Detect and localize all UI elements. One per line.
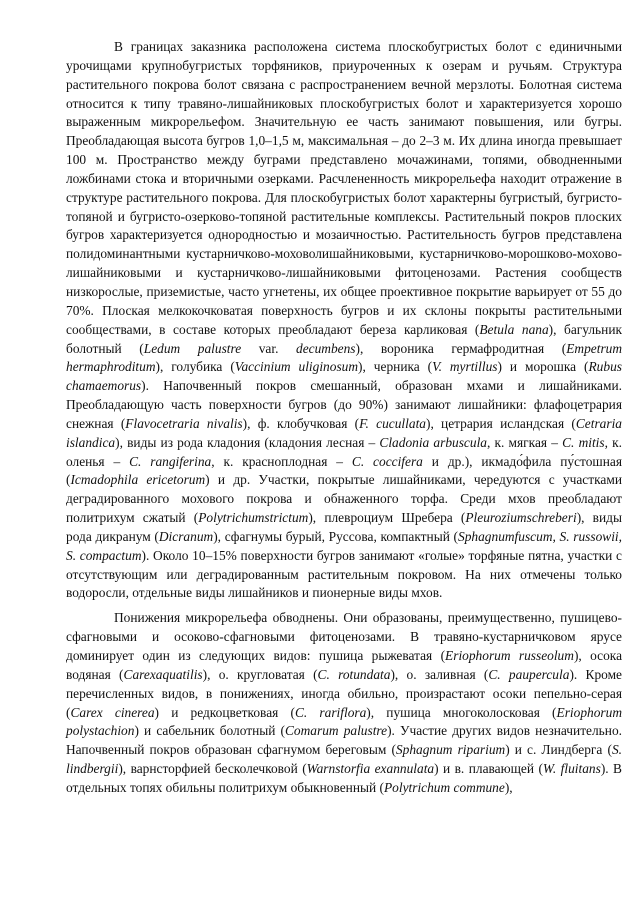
species-name: decumbens: [296, 340, 356, 356]
text-run: ),: [504, 779, 513, 795]
species-name: V. myrtillus: [432, 359, 498, 375]
text-run: ), плевроциум Шребера (: [308, 510, 466, 526]
document-page: [66, 38, 622, 798]
text-run: ), виды рода дикранум (: [66, 510, 622, 544]
species-name: Comarum palustre: [285, 723, 388, 739]
text-run: ). Кроме перечисленных видов, в понижениях, иногда обильно, произрастают осоки пепельно-серая (: [66, 666, 623, 720]
species-name: Carex cinerea: [70, 704, 155, 720]
text-run: ) и редкоцветковая (: [154, 704, 295, 720]
text-run: ), осока водяная (: [66, 648, 623, 682]
species-name: S. lindbergii: [66, 742, 622, 777]
species-name: Flavocetraria nivalis: [125, 415, 243, 431]
text-run: ) и морошка (: [497, 359, 589, 375]
text-run: В границах заказника расположена система плоскобугристых болот с единичными урочищами крупнобугристых торфяников, приуроченных к озерам и ручьям. Структура растительного покрова болот связана с распространением вечной мерзлоты. Болотная система относится к типу травяно-лишайниковых плоскобугристых болот и характеризуется хорошо выраженным микрорельефом. Значительную ее часть занимают повышения, или бугры. Преобладающая высота бугров 1,0–1,5 м, максимальная – до 2–3 м. Их длина иногда превышает 100 м. Пространство между буграми представлено мочажинами, топями, обводненными ложбинами стока и вторичными озерками. Расчлененность микрорельефа находит отражение в структуре растительного покрова. Для плоскобугристых болот характерны бугристый, бугристо-топяной и бугристо-озерково-топяной растительные комплексы. Растительный покров плоских бугров характеризуется однородностью и мозаичностью. Растительность бугров представлена полидоминантными кустарничково-моховолишайниковыми, кустарничково-морошково-мохово-лишайниковыми и кустарничково-лишайниковыми фитоценозами. Растения сообществ низкорослые, приземистые, часто угнетены, их общее проективное покрытие варьирует от 55 до 70%. Плоская мелкокочковатая поверхность бугров и их склоны покрыты растительными сообществами, в составе которых преобладают береза карликовая (: [66, 39, 622, 337]
paragraph-depressions: [66, 609, 622, 797]
species-name: C. rangiferina: [129, 453, 212, 469]
text-run: ), пушица многоколосковая (: [366, 704, 557, 720]
species-name: C. paupercula: [488, 666, 570, 682]
text-run: ), багульник болотный (: [66, 321, 622, 356]
species-name: C. mitis: [562, 434, 605, 450]
species-name: Sphagnumfuscum, S. russowii, S. compactum: [66, 528, 622, 563]
text-run: ), сфагнумы бурый, Руссова, компактный (: [213, 528, 459, 544]
text-run: ) и с. Линдберга (: [505, 742, 612, 758]
species-name: C. rotundata: [317, 666, 391, 682]
text-run: ), виды из рода кладония (кладония лесная –: [115, 434, 380, 450]
species-name: W. fluitans: [542, 761, 601, 777]
text-run: ). Около 10–15% поверхности бугров занимают «голые» торфяные пятна, участки с отсутствующим или деградированным растительным покровом. На них отмечены только водоросли, отдельные виды лишайников и пионерные виды мхов.: [66, 547, 622, 601]
species-name: Polytrichumstrictum: [198, 510, 309, 526]
species-name: C. coccifera: [351, 453, 423, 469]
species-name: Cladonia arbuscula: [379, 434, 487, 450]
text-run: ), цетрария исландская (: [425, 415, 576, 431]
species-name: Vaccinium uliginosum: [234, 359, 359, 375]
text-run: ) и др. Участки, покрытые лишайниками, чередуются с участками деградированного мохового покрова и обнаженного торфа. Среди мхов преобладают политрихум сжатый (: [66, 472, 622, 526]
text-run: ), о. кругловатая (: [202, 666, 318, 682]
paragraph-hummocks: [66, 38, 622, 603]
species-name: Icmadophila ericetorum: [70, 472, 206, 488]
text-run: ), варнсторфией бесколечковой (: [118, 761, 307, 777]
text-run: ), ф. клобучковая (: [242, 415, 360, 431]
text-run: ), черника (: [358, 359, 433, 375]
text-run: ). Участие других видов незначительно. Напочвенный покров образован сфагнумом береговым (: [66, 723, 622, 758]
text-run: Понижения микрорельефа обводнены. Они образованы, преимущественно, пушицево-сфагновыми и осоково-сфагновыми фитоценозами. В травяно-кустарничковом ярусе доминирует один из следующих видов: пушица рыжеватая (: [66, 610, 622, 663]
text-run: , к. красноплодная –: [211, 453, 352, 469]
species-name: Pleuroziumschreberi: [465, 510, 577, 526]
species-name: Dicranum: [158, 528, 214, 544]
text-run: , к. оленья –: [66, 434, 622, 469]
text-run: ) и сабельник болотный (: [134, 723, 285, 739]
species-name: Eriophorum russeolum: [445, 648, 574, 663]
species-name: C. rariflora: [294, 704, 367, 720]
species-name: Empetrum hermaphroditum: [66, 340, 623, 375]
text-run: var.: [241, 340, 297, 356]
text-run: , к. мягкая –: [487, 434, 563, 450]
species-name: Eriophorum polystachion: [66, 704, 622, 739]
text-run: ). Напочвенный покров смешанный, образован мхами и лишайниками. Преобладающую часть поверхности бугров (до 90%) занимают лишайники: флафоцетрария снежная (: [66, 378, 622, 431]
species-name: Sphagnum riparium: [395, 742, 506, 758]
species-name: Ledum palustre: [143, 340, 242, 356]
species-name: Cetraria islandica: [66, 415, 623, 450]
species-name: Rubus chamaemorus: [66, 359, 622, 394]
species-name: Carexaquatilis: [123, 666, 203, 682]
species-name: Warnstorfia exannulata: [306, 761, 435, 777]
species-name: Polytrichum commune: [383, 779, 505, 795]
text-run: и др.), икмадо́фила пу́стошная (: [66, 453, 623, 488]
text-run: ), о. заливная (: [390, 666, 489, 682]
text-run: ), голубика (: [155, 359, 235, 375]
text-run: ) и в. плавающей (: [434, 761, 543, 777]
species-name: F. cucullata: [359, 415, 426, 431]
text-run: ). В отдельных топях обильны политрихум обыкновенный (: [66, 761, 622, 795]
text-run: ), вороника гермафродитная (: [355, 340, 567, 356]
species-name: Betula nana: [479, 321, 549, 337]
